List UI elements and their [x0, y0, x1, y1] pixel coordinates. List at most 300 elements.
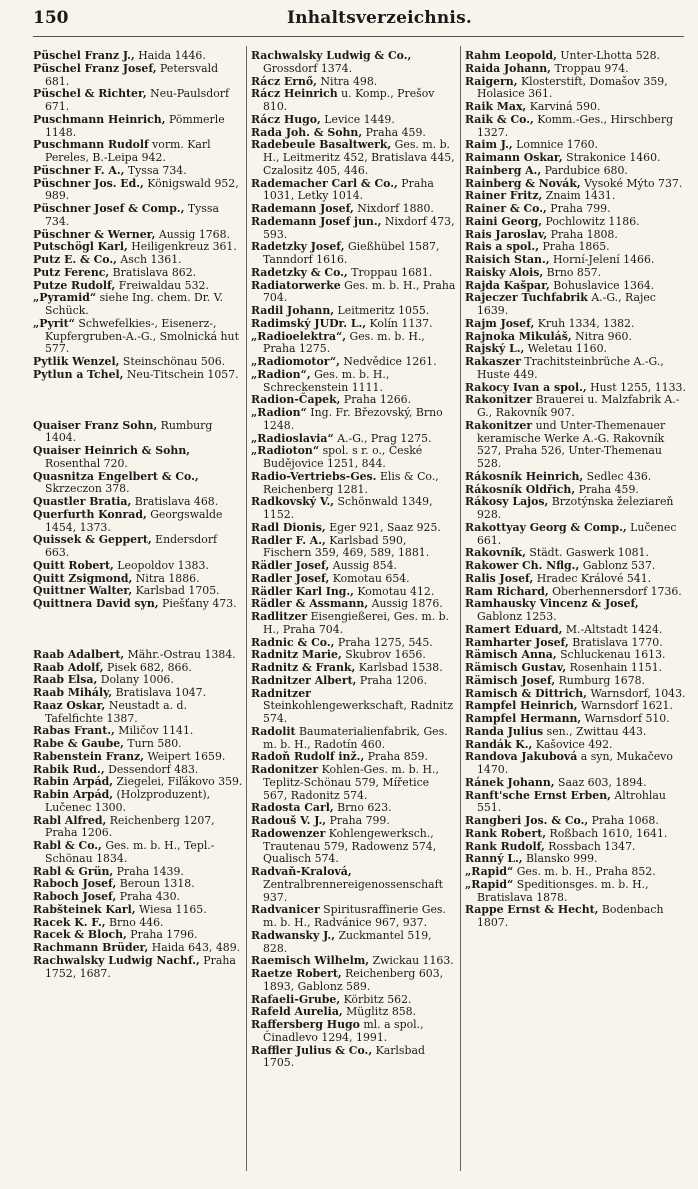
- entry-details: Bratislava 1047.: [112, 686, 207, 699]
- entry-name: Rais a spol.,: [465, 240, 539, 254]
- index-entry: [251, 88, 456, 114]
- entry-name: Radlitzer: [251, 610, 308, 623]
- entry-details: Pisek 682, 866.: [103, 660, 192, 674]
- entry-name: Ránek Johann,: [465, 775, 555, 789]
- entry-name: Ramhausky Vincenz & Josef,: [465, 597, 639, 611]
- entry-name: Quitt Zsigmond,: [33, 571, 133, 585]
- index-entry: [33, 420, 243, 446]
- entry-name: Püschel Franz Josef,: [33, 61, 157, 75]
- entry-name: Rabl & Grün,: [33, 864, 114, 878]
- entry-details: Bratislava 468.: [131, 495, 219, 508]
- entry-details: Warnsdorf 510.: [581, 712, 670, 725]
- entry-details: Bodenbach 1807.: [477, 903, 664, 929]
- entry-details: Nixdorf 473, 593.: [263, 214, 455, 241]
- entry-details: Hradec Králové 541.: [533, 571, 652, 585]
- entry-name: Raaz Oskar,: [33, 698, 106, 712]
- entry-name: Rákosník Oldřich,: [465, 482, 576, 496]
- entry-details: Komm.-Ges., Hirschberg 1327.: [477, 112, 674, 139]
- index-entry: [251, 139, 456, 177]
- entry-details: Znaim 1431.: [542, 189, 616, 203]
- entry-name: Rampfel Hermann,: [465, 712, 582, 725]
- entry-details: Speditionsges. m. b. H., Bratislava 1878.: [477, 877, 649, 904]
- entry-details: Trachitsteinbrüche A.-G., Huste 449.: [477, 355, 664, 381]
- entry-details: Ges. m. b. H., Praha 852.: [513, 865, 656, 878]
- entry-details: Kruh 1334, 1382.: [534, 316, 635, 330]
- entry-details: Brno 623.: [333, 801, 392, 815]
- entry-name: Rakonitzer: [465, 418, 533, 432]
- entry-name: Rácz Hugo,: [251, 112, 321, 126]
- entry-details: Kohlen-Ges. m. b. H., Teplitz-Schönau 579, Mířetice 567, Radonitz 574.: [263, 763, 439, 802]
- entry-name: Rademann Josef,: [251, 202, 354, 215]
- index-entry: [251, 611, 456, 637]
- entry-details: u. Komp., Prešov 810.: [263, 87, 435, 113]
- entry-name: Raida Johann,: [465, 61, 551, 75]
- entry-name: Radnitz Marie,: [251, 648, 342, 662]
- entry-details: Königswald 952, 989.: [45, 176, 239, 203]
- entry-name: Rainberg A.,: [465, 163, 542, 177]
- index-entry: [251, 50, 456, 76]
- entry-details: Vysoké Mýto 737.: [580, 176, 683, 190]
- entry-details: Ges. m. b. H., Praha 1275.: [263, 329, 425, 356]
- index-entry: [465, 114, 687, 140]
- entry-details: Eisengießerei, Ges. m. b. H., Praha 704.: [263, 610, 450, 636]
- entry-name: Randák K.,: [465, 737, 533, 751]
- entry-name: Rabl Alfred,: [33, 813, 107, 827]
- entry-name: Radetzky Josef,: [251, 240, 345, 254]
- entry-name: Raab Adolf,: [33, 660, 104, 674]
- entry-details: Wiesa 1165.: [135, 902, 207, 916]
- entry-name: Puschmann Rudolf: [33, 138, 149, 152]
- entry-details: und Unter-Themenauer keramische Werke A.-G. Rakovník 527, Praha 526, Unter-Themenau 528.: [477, 418, 666, 470]
- entry-name: Radoň Rudolf inž.,: [251, 750, 365, 764]
- entry-name: Raini Georg,: [465, 214, 542, 228]
- entry-name: Rácz Heinrich: [251, 87, 338, 101]
- entry-details: Praha 1865.: [539, 240, 610, 254]
- entry-name: Raffersberg Hugo: [251, 1018, 360, 1031]
- entry-name: Radvanicer: [251, 903, 320, 917]
- entry-details: Steinkohlengewerkschaft, Radnitz 574.: [263, 699, 453, 725]
- entry-details: Rumburg 1678.: [555, 673, 646, 687]
- entry-details: Mähr.-Ostrau 1384.: [124, 647, 236, 661]
- entry-details: Nitra 498.: [316, 74, 378, 88]
- entry-name: Rangberi Jos. & Co.,: [465, 814, 589, 827]
- entry-details: Haida 1446.: [134, 49, 206, 62]
- index-entry: [251, 968, 456, 994]
- index-entry: [251, 369, 456, 395]
- entry-details: Klosterstift, Domašov 359, Holasice 361.: [477, 74, 668, 101]
- entry-details: Kašovice 492.: [532, 737, 613, 751]
- index-entry: [251, 535, 456, 561]
- entry-details: (Holzproduzent), Lučenec 1300.: [45, 788, 211, 814]
- entry-name: Rajda Kašpar,: [465, 278, 550, 292]
- entry-details: Nixdorf 1880.: [353, 202, 434, 215]
- entry-details: Pochlowitz 1186.: [541, 214, 640, 228]
- index-entry: [465, 751, 687, 777]
- entry-name: Ramisch & Dittrich,: [465, 686, 587, 700]
- entry-name: Radl Dionis,: [251, 520, 326, 534]
- entry-details: Ziegelei, Fiľákovo 359.: [113, 775, 243, 789]
- entry-details: Zentralbrennereigenossenschaft 937.: [263, 877, 444, 904]
- index-entry: [251, 331, 456, 357]
- entry-name: „Radioslavia“: [251, 431, 334, 445]
- entry-name: Raim J.,: [465, 138, 513, 152]
- entry-name: Rafeld Aurelia,: [251, 1005, 343, 1019]
- entry-name: Raemisch Wilhelm,: [251, 954, 370, 968]
- entry-name: Rank Robert,: [465, 826, 547, 840]
- entry-details: Beroun 1318.: [116, 877, 195, 891]
- entry-name: Rämisch Anna,: [465, 648, 557, 662]
- entry-details: ml. a spol., Činadlevo 1294, 1991.: [263, 1018, 424, 1044]
- entry-name: Rakaszer: [465, 355, 521, 368]
- entry-details: Georgswalde 1454, 1373.: [45, 507, 223, 534]
- entry-name: Püschner F. A.,: [33, 163, 125, 177]
- index-entry: [33, 509, 243, 535]
- index-entry: [33, 292, 243, 318]
- entry-name: Rákosník Heinrich,: [465, 469, 584, 483]
- entry-name: Ranft'sche Ernst Erben,: [465, 788, 611, 802]
- index-column-3: [465, 50, 687, 930]
- entry-details: Troppau 974.: [550, 61, 629, 75]
- entry-details: Ges. m. b. H., Leitmeritz 452, Bratislava 445, Czalositz 405, 446.: [263, 138, 455, 177]
- entry-details: Körbitz 562.: [340, 992, 412, 1006]
- entry-name: „Radiomotor“,: [251, 355, 340, 368]
- entry-name: Radonitzer: [251, 763, 319, 776]
- entry-details: Gablonz 537.: [579, 559, 656, 572]
- index-entry: [251, 280, 456, 306]
- entry-name: Radnitzer Albert,: [251, 673, 357, 687]
- entry-name: Rais Jaroslav,: [465, 227, 548, 241]
- entry-details: Praha 459.: [575, 482, 639, 496]
- entry-details: M.-Altstadt 1424.: [562, 622, 663, 636]
- entry-name: Radosta Carl,: [251, 801, 334, 815]
- entry-details: Skrzeczon 378.: [45, 482, 130, 496]
- index-entry: [465, 394, 687, 420]
- entry-details: Nedvědice 1261.: [339, 355, 437, 368]
- page-number: 150: [33, 8, 69, 28]
- entry-details: Karlsbad 1705.: [132, 584, 220, 598]
- entry-details: Turn 580.: [123, 737, 182, 750]
- entry-name: „Rapid“: [465, 877, 514, 891]
- index-entry: [33, 445, 243, 471]
- entry-name: Rajm Josef,: [465, 316, 535, 330]
- index-entry: [33, 700, 243, 726]
- entry-name: Raetze Robert,: [251, 967, 342, 980]
- index-entry: [251, 471, 456, 497]
- entry-name: Rabenstein Franz,: [33, 749, 144, 763]
- entry-details: Praha 1796.: [126, 928, 198, 942]
- index-entry: [33, 139, 243, 165]
- entry-details: Aussig 1768.: [155, 227, 231, 241]
- entry-details: Brzotýnska železiareň 928.: [477, 495, 674, 521]
- entry-name: Püschel & Richter,: [33, 87, 147, 101]
- index-entry: [465, 420, 687, 471]
- entry-details: Praha 1206.: [356, 673, 428, 687]
- index-entry: [251, 688, 456, 726]
- entry-name: Radvaň-Kralová,: [251, 865, 352, 878]
- entry-name: Ralis Josef,: [465, 571, 534, 585]
- entry-details: Ing. Fr. Březovský, Brno 1248.: [263, 406, 443, 432]
- entry-name: Rabin Arpád,: [33, 788, 114, 801]
- entry-name: Radion-Čapek,: [251, 393, 341, 407]
- index-entry: [251, 496, 456, 522]
- entry-name: Rajeczer Tuchfabrik: [465, 291, 588, 305]
- entry-details: Levice 1449.: [320, 112, 395, 126]
- entry-details: Komotau 654.: [329, 571, 410, 585]
- entry-name: Rafaeli-Grube,: [251, 992, 341, 1006]
- entry-details: Hust 1255, 1133.: [586, 380, 686, 394]
- index-entry: [465, 879, 687, 905]
- index-entry: [33, 840, 243, 866]
- entry-name: Radwansky J.,: [251, 928, 336, 942]
- entry-details: Karlsbad 1538.: [355, 661, 443, 674]
- entry-name: Rakonitzer: [465, 393, 533, 407]
- entry-name: Pytlik Wenzel,: [33, 355, 120, 368]
- entry-name: „Radion“,: [251, 367, 311, 381]
- entry-name: Radil Johann,: [251, 304, 335, 317]
- index-entry: [465, 356, 687, 382]
- entry-name: Rakower Ch. Nflg.,: [465, 559, 580, 572]
- index-entry: [33, 598, 243, 611]
- entry-name: Radio-Vertriebs-Ges.: [251, 469, 377, 483]
- index-entry: [33, 203, 243, 229]
- entry-details: Brno 446.: [105, 915, 164, 929]
- entry-details: Gablonz 1253.: [477, 610, 557, 623]
- entry-name: Rácz Ernő,: [251, 74, 317, 88]
- entry-name: Rainer & Co.,: [465, 202, 547, 215]
- entry-details: Karviná 590.: [526, 100, 601, 113]
- entry-name: Püschner & Werner,: [33, 227, 156, 241]
- entry-details: Müglitz 858.: [342, 1005, 417, 1019]
- entry-details: Schwefelkies-, Eisenerz-, Kupfergruben-A.-G., Smolnická hut 577.: [45, 316, 239, 356]
- entry-name: Quissek & Geppert,: [33, 533, 152, 547]
- entry-details: Kolín 1137.: [366, 316, 433, 330]
- index-entry: [33, 534, 243, 560]
- entry-details: Heiligenkreuz 361.: [127, 240, 237, 254]
- entry-details: Warnsdorf 1621.: [577, 699, 673, 713]
- entry-name: Racek K. F.,: [33, 915, 106, 929]
- index-entry: [465, 76, 687, 102]
- entry-name: Pytlun a Tchel,: [33, 367, 124, 381]
- entry-name: Raigern,: [465, 74, 518, 88]
- entry-details: Rumburg 1404.: [45, 418, 213, 445]
- entry-details: Steinschönau 506.: [119, 355, 226, 368]
- entry-details: Haida 643, 489.: [148, 941, 241, 954]
- entry-name: Rainer Fritz,: [465, 189, 543, 203]
- entry-details: Troppau 1681.: [347, 265, 433, 279]
- entry-name: Ramharter Josef,: [465, 635, 569, 649]
- entry-name: Quaiser Heinrich & Sohn,: [33, 444, 191, 457]
- entry-name: Raimann Oskar,: [465, 151, 563, 164]
- entry-name: Ram Richard,: [465, 584, 549, 598]
- entry-details: Saaz 603, 1894.: [554, 775, 647, 789]
- entry-name: Radnitz & Frank,: [251, 661, 356, 674]
- entry-name: „Rapid“: [465, 865, 514, 878]
- entry-name: Putschögl Karl,: [33, 240, 128, 254]
- entry-details: siehe Ing. chem. Dr. V. Schück.: [45, 291, 224, 317]
- page-title: Inhaltsverzeichnis.: [287, 8, 472, 28]
- index-entry: [465, 904, 687, 930]
- entry-details: Bratislava 862.: [109, 265, 197, 279]
- index-entry: [33, 88, 243, 114]
- entry-details: Nitra 1886.: [132, 571, 200, 585]
- index-entry: [33, 955, 243, 981]
- entry-name: Rädler Josef,: [251, 559, 330, 572]
- entry-name: Radkovský V.,: [251, 495, 335, 509]
- index-entry: [251, 1019, 456, 1045]
- index-entry: [251, 241, 456, 267]
- entry-details: Oberhennersdorf 1736.: [548, 584, 682, 598]
- entry-name: Rabas Frant.,: [33, 724, 115, 738]
- index-entry: [33, 471, 243, 497]
- entry-name: Rademann Josef jun.,: [251, 214, 382, 228]
- entry-name: Rajnoka Mikuláš,: [465, 329, 572, 343]
- entry-name: Rakovník,: [465, 546, 526, 560]
- entry-name: Quaiser Franz Sohn,: [33, 418, 158, 432]
- entry-name: Quasnitza Engelbert & Co.,: [33, 469, 199, 483]
- entry-details: Weipert 1659.: [144, 749, 226, 763]
- entry-details: Bratislava 1770.: [568, 635, 663, 649]
- index-entry: [465, 496, 687, 522]
- entry-details: Praha 459.: [362, 125, 426, 139]
- entry-details: Tyssa 734.: [45, 202, 219, 228]
- entry-details: Schönwald 1349, 1152.: [263, 495, 433, 521]
- entry-name: Puschmann Heinrich,: [33, 112, 166, 126]
- entry-name: Rämisch Josef,: [465, 673, 556, 687]
- entry-name: Rákosy Lajos,: [465, 495, 549, 509]
- entry-details: Dessendorf 483.: [104, 762, 199, 776]
- entry-details: Tyssa 734.: [124, 163, 187, 177]
- entry-name: Radler Josef,: [251, 571, 330, 585]
- entry-name: Rachwalsky Ludwig & Co.,: [251, 49, 412, 62]
- entry-details: Aussig 1876.: [368, 597, 443, 611]
- entry-details: Dolany 1006.: [97, 673, 174, 687]
- entry-details: Roßbach 1610, 1641.: [546, 826, 668, 840]
- entry-details: A.-G., Rajec 1639.: [477, 291, 656, 317]
- entry-details: Miličov 1141.: [114, 724, 194, 738]
- entry-name: Ramert Eduard,: [465, 622, 563, 636]
- entry-details: Blansko 999.: [522, 852, 598, 866]
- entry-details: Praha 1439.: [113, 864, 184, 878]
- index-entry: [33, 318, 243, 356]
- index-entry: [33, 369, 243, 382]
- entry-details: Rossbach 1347.: [544, 839, 636, 853]
- entry-details: Skubrov 1656.: [341, 648, 426, 662]
- entry-name: Rädler Karl Ing.,: [251, 584, 354, 598]
- entry-name: Radiatorwerke: [251, 278, 341, 292]
- index-entry: [33, 178, 243, 204]
- entry-name: Raffler Julius & Co.,: [251, 1043, 373, 1057]
- entry-name: Püschner Josef & Comp.,: [33, 202, 185, 215]
- entry-name: Rademacher Carl & Co.,: [251, 176, 398, 190]
- entry-details: Ges. m. b. H., Tepl.-Schönau 1834.: [45, 839, 215, 865]
- entry-name: Rabin Arpád,: [33, 775, 114, 789]
- entry-details: Freiwaldau 532.: [115, 278, 209, 292]
- entry-details: Neu-Titschein 1057.: [123, 367, 239, 381]
- entry-name: „Pyrit“: [33, 316, 75, 330]
- entry-name: Rampfel Heinrich,: [465, 699, 578, 713]
- entry-details: Pömmerle 1148.: [45, 112, 225, 139]
- entry-details: Gießhübel 1587, Tanndorf 1616.: [263, 240, 440, 266]
- index-entry: [33, 789, 243, 815]
- entry-details: A.-G., Prag 1275.: [333, 431, 432, 445]
- index-entry: [251, 764, 456, 802]
- entry-name: Rainberg & Novák,: [465, 176, 581, 190]
- entry-name: Raab Adalbert,: [33, 647, 125, 661]
- entry-name: Ranný L.,: [465, 852, 523, 866]
- entry-details: Lučenec 661.: [477, 520, 677, 547]
- entry-details: Praha 1752, 1687.: [45, 953, 236, 980]
- entry-details: Leitmeritz 1055.: [334, 304, 430, 317]
- entry-name: Radimský JUDr. L.,: [251, 316, 367, 330]
- index-entry: [251, 930, 456, 956]
- entry-name: Rakocy Ivan a spol.,: [465, 380, 587, 394]
- index-entry: [251, 1045, 456, 1071]
- entry-details: a syn, Mukačevo 1470.: [477, 750, 673, 776]
- index-entry: [465, 292, 687, 318]
- entry-name: Putz Ferenc,: [33, 265, 110, 279]
- entry-name: Randa Julius: [465, 724, 544, 738]
- entry-name: Radolit: [251, 724, 296, 738]
- entry-name: Racek & Bloch,: [33, 928, 127, 942]
- index-column-1: [33, 50, 243, 980]
- entry-details: Horní-Jelení 1466.: [549, 253, 655, 266]
- entry-details: Asch 1361.: [116, 253, 182, 266]
- entry-name: „Radioton“: [251, 444, 320, 458]
- index-entry: [33, 114, 243, 140]
- entry-details: Endersdorf 663.: [45, 533, 218, 559]
- index-entry: [251, 866, 456, 904]
- entry-details: Brauerei u. Malzfabrik A.-G., Rakovník 907.: [477, 393, 680, 419]
- entry-details: Praha 1275, 545.: [334, 635, 433, 649]
- index-entry: [251, 828, 456, 866]
- entry-details: Neustadt a. d. Tafelfichte 1387.: [45, 698, 187, 725]
- entry-name: Raab Mihály,: [33, 686, 113, 699]
- entry-name: Rachwalsky Ludwig Nachf.,: [33, 953, 200, 967]
- entry-details: Schluckenau 1613.: [556, 648, 666, 662]
- entry-name: Radnic & Co.,: [251, 635, 335, 649]
- entry-details: Rosenhain 1151.: [566, 661, 663, 674]
- entry-details: Altrohlau 551.: [477, 788, 666, 815]
- index-entry: [251, 178, 456, 204]
- entry-details: Karlsbad 590, Fischern 359, 469, 589, 1881.: [263, 533, 430, 560]
- entry-details: Praha 1031, Letky 1014.: [263, 176, 434, 203]
- index-entry: [251, 726, 456, 752]
- index-entry: [465, 790, 687, 816]
- letter-gap: [33, 382, 243, 420]
- entry-name: Rabik Rud.,: [33, 762, 105, 776]
- index-entry: [465, 522, 687, 548]
- entry-details: spol. s r. o., České Budějovice 1251, 844.: [263, 444, 423, 470]
- entry-name: Querfurth Konrad,: [33, 507, 147, 521]
- entry-name: Raab Elsa,: [33, 673, 98, 687]
- entry-name: Raik Max,: [465, 100, 527, 113]
- entry-name: Rachmann Brüder,: [33, 941, 149, 954]
- entry-details: Praha 859.: [364, 750, 428, 764]
- entry-name: Rada Joh. & Sohn,: [251, 125, 363, 139]
- entry-name: Rabe & Gaube,: [33, 737, 124, 750]
- entry-details: Lomnice 1760.: [512, 138, 598, 152]
- entry-name: Raboch Josef,: [33, 890, 117, 903]
- entry-name: Randova Jakubová: [465, 750, 578, 764]
- entry-details: Weletau 1160.: [524, 342, 608, 356]
- index-entry: [251, 445, 456, 471]
- entry-details: Spiritusraffinerie Ges. m. b. H., Radvánice 967, 937.: [263, 903, 446, 929]
- entry-details: Petersvald 681.: [45, 61, 219, 88]
- index-entry: [251, 904, 456, 930]
- entry-name: Rakottyay Georg & Comp.,: [465, 520, 627, 534]
- entry-name: Raisich Stan.,: [465, 253, 550, 266]
- entry-details: Ges. m. b. H., Schreckenstein 1111.: [263, 367, 390, 394]
